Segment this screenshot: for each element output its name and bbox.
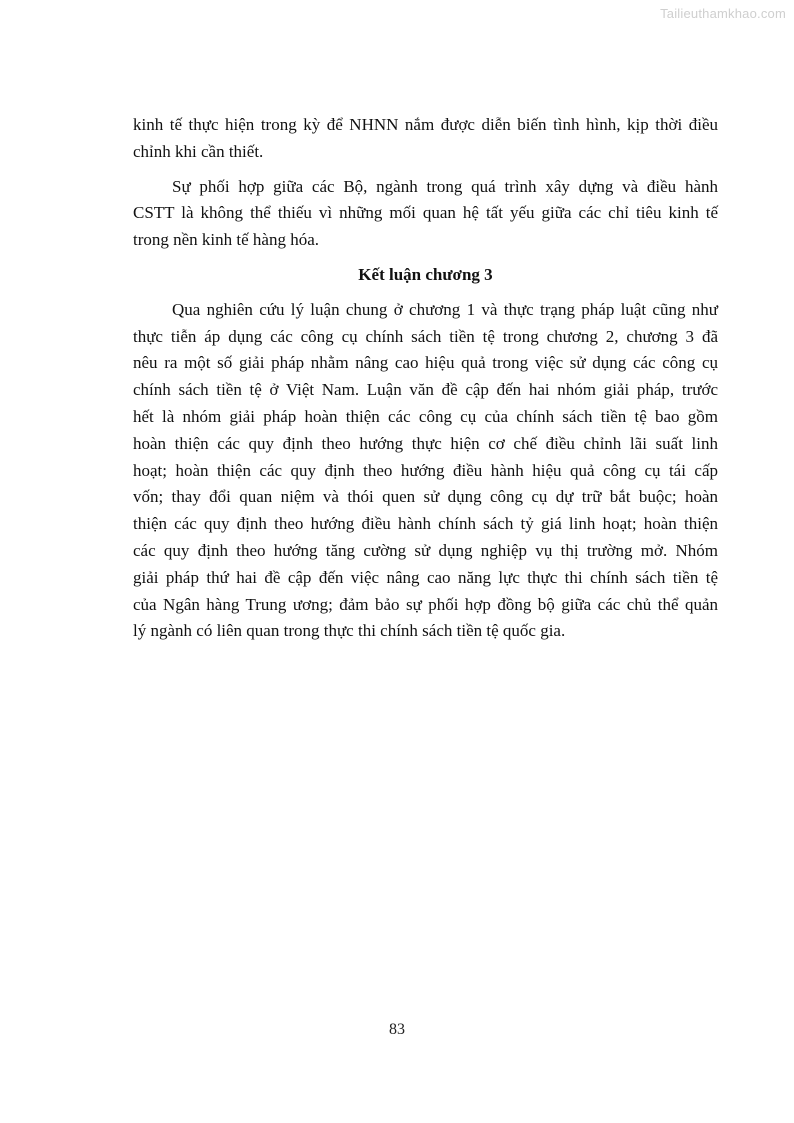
text-line: hết là nhóm giải pháp hoàn thiện các công cụ của chính sách tiền tệ bao gồm — [133, 406, 718, 426]
paragraph-coordination — [133, 174, 718, 254]
text-line: thực tiễn áp dụng các công cụ chính sách tiền tệ trong chương 2, chương 3 đã — [133, 326, 718, 346]
text-line: hoàn thiện các quy định theo hướng thực hiện cơ chế điều chỉnh lãi suất linh — [133, 433, 718, 453]
text-line: vốn; thay đổi quan niệm và thói quen sử dụng công cụ dự trữ bắt buộc; hoàn — [133, 487, 718, 507]
text-line: lý ngành có liên quan trong thực thi chính sách tiền tệ quốc gia. — [133, 621, 566, 641]
page-number: 83 — [389, 1021, 405, 1038]
text-line: CSTT là không thể thiếu vì những mối quan hệ tất yếu giữa các chỉ tiêu kinh tế — [133, 203, 718, 223]
text-line: Sự phối hợp giữa các Bộ, ngành trong quá trình xây dựng và điều hành — [172, 176, 718, 196]
paragraph-conclusion — [133, 297, 718, 645]
text-line: nêu ra một số giải pháp nhằm nâng cao hiệu quả trong việc sử dụng các công cụ — [133, 353, 718, 373]
text-line: trong nền kinh tế hàng hóa. — [133, 230, 320, 250]
page-body — [133, 112, 718, 653]
text-line: giải pháp thứ hai đề cập đến việc nâng cao năng lực thực thi chính sách tiền tệ — [133, 567, 718, 587]
section-heading: Kết luận chương 3 — [358, 264, 493, 284]
text-line: thiện các quy định theo hướng điều hành chính sách tỷ giá linh hoạt; hoàn thiện — [133, 514, 718, 534]
watermark-text: Tailieuthamkhao.com — [660, 6, 786, 21]
text-line: hoạt; hoàn thiện các quy định theo hướng điều hành hiệu quả công cụ tái cấp — [133, 460, 718, 480]
text-line: kinh tế thực hiện trong kỳ để NHNN nắm được diễn biến tình hình, kịp thời điều — [133, 115, 718, 134]
paragraph-continuation — [133, 112, 718, 166]
text-line: Qua nghiên cứu lý luận chung ở chương 1 và thực trạng pháp luật cũng như — [172, 299, 718, 319]
text-line: các quy định theo hướng tăng cường sử dụng nghiệp vụ thị trường mở. Nhóm — [133, 540, 718, 560]
text-line: của Ngân hàng Trung ương; đảm bảo sự phối hợp đồng bộ giữa các chủ thể quản — [133, 594, 718, 614]
text-line: chỉnh khi cần thiết. — [133, 141, 264, 161]
text-line: chính sách tiền tệ ở Việt Nam. Luận văn đề cập đến hai nhóm giải pháp, trước — [133, 380, 718, 400]
